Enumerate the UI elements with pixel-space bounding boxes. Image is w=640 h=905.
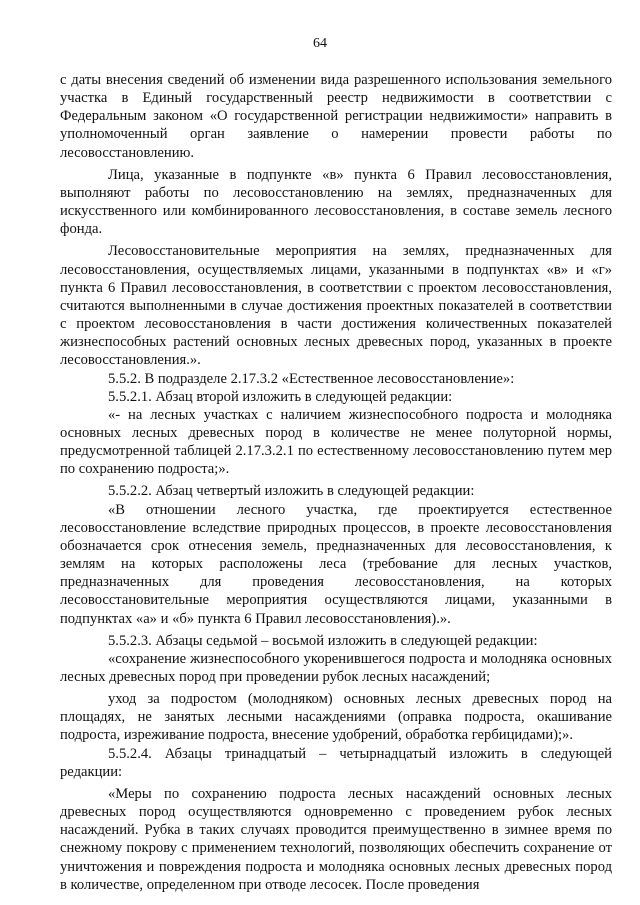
paragraph: Лесовосстановительные мероприятия на землях, предназначенных для лесовосстановления, осуществляемых лицами, указанными в подпунктах «в» и «г» пункта 6 Правил лесовосстановления, в соответствии с проектом лесовосстановления, считаются выполненными в случае достижения проектных показателей в соответствии с проектом лесовосстановления в части достижения количественных показателей жизнеспособных растений основных лесных древесных пород, указанных в проекте лесовосстановления.». [60, 243, 612, 369]
paragraph: Лица, указанные в подпункте «в» пункта 6 Правил лесовосстановления, выполняют работы по лесовосстановлению на землях, предназначенных для искусственного или комбинированного лесовосстановления, в составе земель лесного фонда. [60, 166, 612, 238]
paragraph: «В отношении лесного участка, где проектируется естественное лесовосстановление вследствие природных процессов, в проекте лесовосстановления обозначается срок отнесения земель, предназначенных для лесовосстановления, к землям на которых расположены леса (требование для лесных участков, предназначенных для проведения лесовосстановления, на которых лесовосстановительные мероприятия осуществляются лицами, указанными в подпунктах «а» и «б» пункта 6 Правил лесовосстановления).». [60, 501, 612, 627]
paragraph: «Меры по сохранению подроста лесных насаждений основных лесных древесных пород осуществляются одновременно с проведением рубок лесных насаждений. Рубка в таких случаях проводится преимущественно в зимнее время по снежному покрову с применением технологий, позволяющих обеспечить сохранение от уничтожения и повреждения подроста и молодняка основных лесных древесных пород в количестве, определенном при отводе лесосек. После проведения [60, 785, 612, 893]
document-body [60, 71, 612, 894]
paragraph: с даты внесения сведений об изменении вида разрешенного использования земельного участка в Единый государственный реестр недвижимости в соответствии с Федеральным законом «О государственной регистрации недвижимости» направить в уполномоченный орган заявление о намерении провести работы по лесовосстановлению. [60, 72, 612, 161]
section-heading: 5.5.2.3. Абзацы седьмой – восьмой изложить в следующей редакции: [108, 632, 538, 649]
paragraph: «- на лесных участках с наличием жизнеспособного подроста и молодняка основных лесных древесных пород в количестве не менее полуторной нормы, предусмотренной таблицей 2.17.3.2.1 по естественному лесовосстановлению путем мер по сохранению подроста;». [60, 406, 612, 478]
section-heading: 5.5.2. В подразделе 2.17.3.2 «Естественное лесовосстановление»: [108, 370, 515, 387]
section-heading: 5.5.2.1. Абзац второй изложить в следующей редакции: [108, 388, 453, 405]
page-number: 64 [313, 36, 327, 51]
section-heading: 5.5.2.4. Абзацы тринадцатый – четырнадцатый изложить в следующей редакции: [60, 745, 612, 780]
section-heading: 5.5.2.2. Абзац четвертый изложить в следующей редакции: [108, 483, 475, 500]
paragraph: «сохранение жизнеспособного укоренившегося подроста и молодняка основных лесных древесных пород при проведении рубок лесных насаждений; [60, 650, 612, 685]
paragraph: уход за подростом (молодняком) основных лесных древесных пород на площадях, не занятых лесными насаждениями (оправка подроста, окашивание подроста, изреживание подроста, внесение удобрений, обработка гербицидами);». [60, 691, 612, 744]
